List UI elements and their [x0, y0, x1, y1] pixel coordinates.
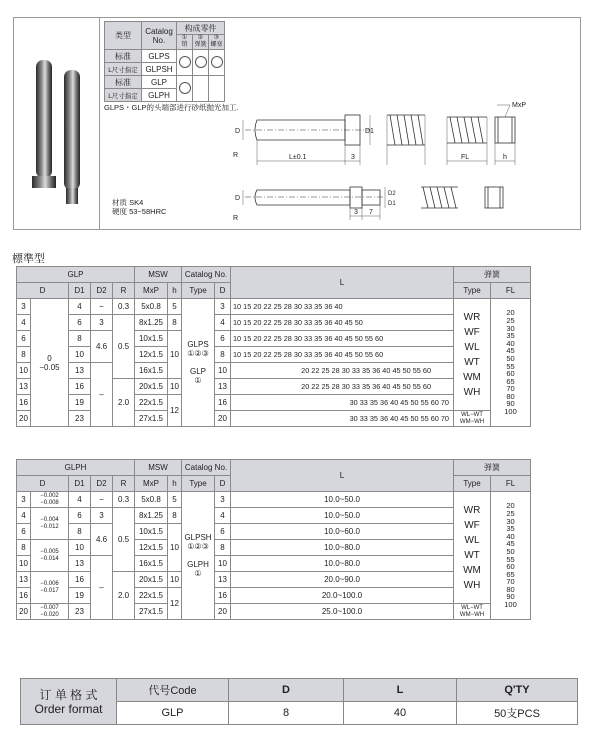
table-row: 10 13 – 16x1.5 10 20 22 25 28 30 33 35 36 40 45 50 55 60: [17, 363, 531, 379]
table-row: 6 8 4.6 10x1.5 10 6 10 15 20 22 25 28 30 33 35 36 40 45 50 55 60: [17, 331, 531, 347]
order-header-d: D: [229, 679, 344, 702]
d-tolerance: −0.004 −0.012: [31, 508, 69, 540]
dim-d1: D1: [365, 128, 374, 135]
col-fl: FL: [491, 283, 531, 299]
d-tolerance: 0 −0.05: [31, 299, 69, 427]
col-d-sub: D: [215, 283, 231, 299]
col-d: D: [17, 476, 69, 492]
l-range: 10.0~60.0: [231, 524, 454, 540]
dim-l: L±0.1: [289, 154, 307, 161]
glph-group-header: GLPH: [17, 460, 135, 476]
dim-7: 7: [369, 209, 373, 216]
l-values: 20 22 25 28 30 33 35 36 40 45 50 55 60: [231, 363, 454, 379]
table-row: 13 −0.006 −0.017 16 2.0 20x1.5 10 13 20.0~90.0: [17, 572, 531, 588]
material-text: 材质 SK4: [112, 198, 144, 207]
catalog-header: Catalog No.: [182, 460, 231, 476]
l-values: 10 15 20 22 25 28 30 33 35 36 40: [231, 299, 454, 315]
parts-components-header: 构成零件: [177, 22, 225, 35]
l-values: 30 33 35 36 40 45 50 55 60 70: [231, 395, 454, 411]
dim-3-bottom: 3: [354, 209, 358, 216]
col-type: Type: [182, 283, 215, 299]
table-row: 6 8 4.6 10x1.5 10 6 10.0~60.0: [17, 524, 531, 540]
col-fl: FL: [491, 476, 531, 492]
parts-type-header: 类型: [105, 22, 142, 50]
dim-d2: D2: [388, 191, 396, 197]
order-format-label: 订 单 格 式 Order format: [21, 679, 117, 725]
catalog-cell: GLPS ①②③ GLP ①: [182, 299, 215, 427]
table-row: 4 −0.004 −0.012 6 3 0.5 8x1.25 8 4 10.0~50.0: [17, 508, 531, 524]
d-tolerance: −0.005 −0.014: [31, 540, 69, 572]
order-header-l: L: [344, 679, 457, 702]
msw-header: MSW: [135, 460, 182, 476]
dim-3: 3: [351, 154, 355, 161]
table-row: 20 −0.007 −0.020 23 27x1.5 20 25.0~100.0 WL−WT WM−WH: [17, 604, 531, 620]
product-photo: [14, 18, 100, 229]
table-row: 16 19 22x1.5 12 16 30 33 35 36 40 45 50 55 60 70: [17, 395, 531, 411]
spring-types: WR WF WL WT WM WH: [454, 492, 491, 604]
dim-d-bottom: D: [235, 195, 241, 202]
glp-group-header: GLP: [17, 267, 135, 283]
l-range: 20.0~100.0: [231, 588, 454, 604]
table-row: 3 0 −0.05 4 − 0.3 5x0.8 5 GLPS ①②③ GLP ① 3 10 15 20 22 25 28 30 33 35 36 40 WR WF WL WT WM WH 20 25 30 35 40 45 50 55 60 65 70 80 90 100: [17, 299, 531, 315]
parts-catalog: GLPSH: [142, 63, 177, 76]
col-h: h: [168, 476, 182, 492]
fl-values: 20 25 30 35 40 45 50 55 60 65 70 80 90 100: [491, 299, 531, 427]
comp-pin: ① 销: [177, 35, 193, 50]
finish-note: GLPS・GLP的头端部进行砂纸抛光加工.: [104, 103, 239, 112]
spring-types: WR WF WL WT WM WH: [454, 299, 491, 411]
order-value-l: 40: [344, 702, 457, 725]
order-value-qty: 50支PCS: [457, 702, 578, 725]
parts-catalog: GLPH: [142, 89, 177, 102]
spring-combo: WL−WT WM−WH: [454, 604, 491, 620]
parts-catalog: GLPS: [142, 50, 177, 63]
table-row: 3 −0.002 −0.008 4 − 0.3 5x0.8 5 GLPSH ①②③ GLPH ① 3 10.0~50.0 WR WF WL WT WM WH 20 25 30 35 40 45 50 55 60 65 70 80 90 100: [17, 492, 531, 508]
parts-type: 标准: [105, 50, 142, 63]
table-row: 8 −0.005 −0.014 10 12x1.5 8 10.0~80.0: [17, 540, 531, 556]
order-value-d: 8: [229, 702, 344, 725]
l-range: 20.0~90.0: [231, 572, 454, 588]
table-row: 8 10 12x1.5 8 10 15 20 22 25 28 30 33 35 36 40 45 50 55 60: [17, 347, 531, 363]
col-r: R: [113, 476, 135, 492]
technical-drawing: [225, 95, 580, 230]
d-tolerance: −0.002 −0.008: [31, 492, 69, 508]
table-row: 10 13 – 16x1.5 10 10.0~80.0: [17, 556, 531, 572]
col-mxp: MxP: [135, 476, 168, 492]
comp-spring: ② 弹簧: [194, 35, 207, 48]
circle-icon: [195, 56, 207, 68]
col-d1: D1: [69, 476, 91, 492]
col-spring-type: Type: [454, 476, 491, 492]
l-range: 10.0~50.0: [231, 492, 454, 508]
l-values: 10 15 20 22 25 28 30 33 35 36 40 45 50: [231, 315, 454, 331]
msw-header: MSW: [135, 267, 182, 283]
col-d-sub: D: [215, 476, 231, 492]
l-range: 10.0~50.0: [231, 508, 454, 524]
circle-icon: [179, 56, 191, 68]
order-header-code: 代号Code: [117, 679, 229, 702]
glp-table: [16, 266, 531, 427]
fl-values: 20 25 30 35 40 45 50 55 60 65 70 80 90 100: [491, 492, 531, 620]
l-values: 10 15 20 22 25 28 30 33 35 36 40 45 50 55 60: [231, 347, 454, 363]
dim-h: h: [503, 154, 507, 161]
col-d1: D1: [69, 283, 91, 299]
dim-r-bottom: R: [233, 215, 239, 222]
table-row: 4 6 3 0.5 8x1.25 8 4 10 15 20 22 25 28 30 33 35 36 40 45 50: [17, 315, 531, 331]
guide-pins-image: [14, 18, 99, 229]
comp-plug: ③ 螺塞: [210, 35, 223, 48]
col-type: Type: [182, 476, 215, 492]
dim-d1-bottom: D1: [388, 201, 396, 207]
parts-catalog: GLP: [142, 76, 177, 89]
dim-r: R: [233, 152, 239, 159]
table-row: 13 16 2.0 20x1.5 10 13 20 22 25 28 30 33 35 36 40 45 50 55 60: [17, 379, 531, 395]
dim-mxp: MxP: [512, 102, 526, 109]
col-r: R: [113, 283, 135, 299]
table-row: 16 19 22x1.5 12 16 20.0~100.0: [17, 588, 531, 604]
col-mxp: MxP: [135, 283, 168, 299]
dim-fl: FL: [461, 154, 470, 161]
spring-header: 弹簧: [454, 460, 531, 476]
section-title: 標準型: [12, 253, 45, 265]
order-format-table: [20, 678, 578, 725]
dim-d: D: [235, 128, 241, 135]
catalog-cell: GLPSH ①②③ GLPH ①: [182, 492, 215, 620]
l-range: 10.0~80.0: [231, 556, 454, 572]
col-h: h: [168, 283, 182, 299]
d-tolerance: −0.006 −0.017: [31, 572, 69, 604]
parts-catalog-header: Catalog No.: [142, 22, 177, 50]
circle-icon: [179, 82, 191, 94]
order-value-code: GLP: [117, 702, 229, 725]
l-header: L: [231, 267, 454, 299]
circle-icon: [211, 56, 223, 68]
col-d2: D2: [91, 476, 113, 492]
parts-type: L尺寸指定: [105, 63, 142, 76]
l-values: 20 22 25 28 30 33 35 36 40 45 50 55 60: [231, 379, 454, 395]
table-row: 20 23 27x1.5 20 30 33 35 36 40 45 50 55 60 70 WL−WT WM−WH: [17, 411, 531, 427]
l-values: 10 15 20 22 25 28 30 33 35 36 40 45 50 55 60: [231, 331, 454, 347]
spring-header: 弹簧: [454, 267, 531, 283]
parts-table: [104, 21, 225, 102]
l-range: 25.0~100.0: [231, 604, 454, 620]
parts-type: 标准: [105, 76, 142, 89]
l-header: L: [231, 460, 454, 492]
d-tolerance: −0.007 −0.020: [31, 604, 69, 620]
order-header-qty: Q'TY: [457, 679, 578, 702]
col-d2: D2: [91, 283, 113, 299]
l-values: 30 33 35 36 40 45 50 55 60 70: [231, 411, 454, 427]
spring-combo: WL−WT WM−WH: [454, 411, 491, 427]
parts-type: L尺寸指定: [105, 89, 142, 102]
glph-table: [16, 459, 531, 620]
hardness-text: 硬度 53~58HRC: [112, 207, 167, 216]
col-spring-type: Type: [454, 283, 491, 299]
l-range: 10.0~80.0: [231, 540, 454, 556]
catalog-header: Catalog No.: [182, 267, 231, 283]
material-spec: [112, 198, 166, 216]
col-d: D: [17, 283, 69, 299]
